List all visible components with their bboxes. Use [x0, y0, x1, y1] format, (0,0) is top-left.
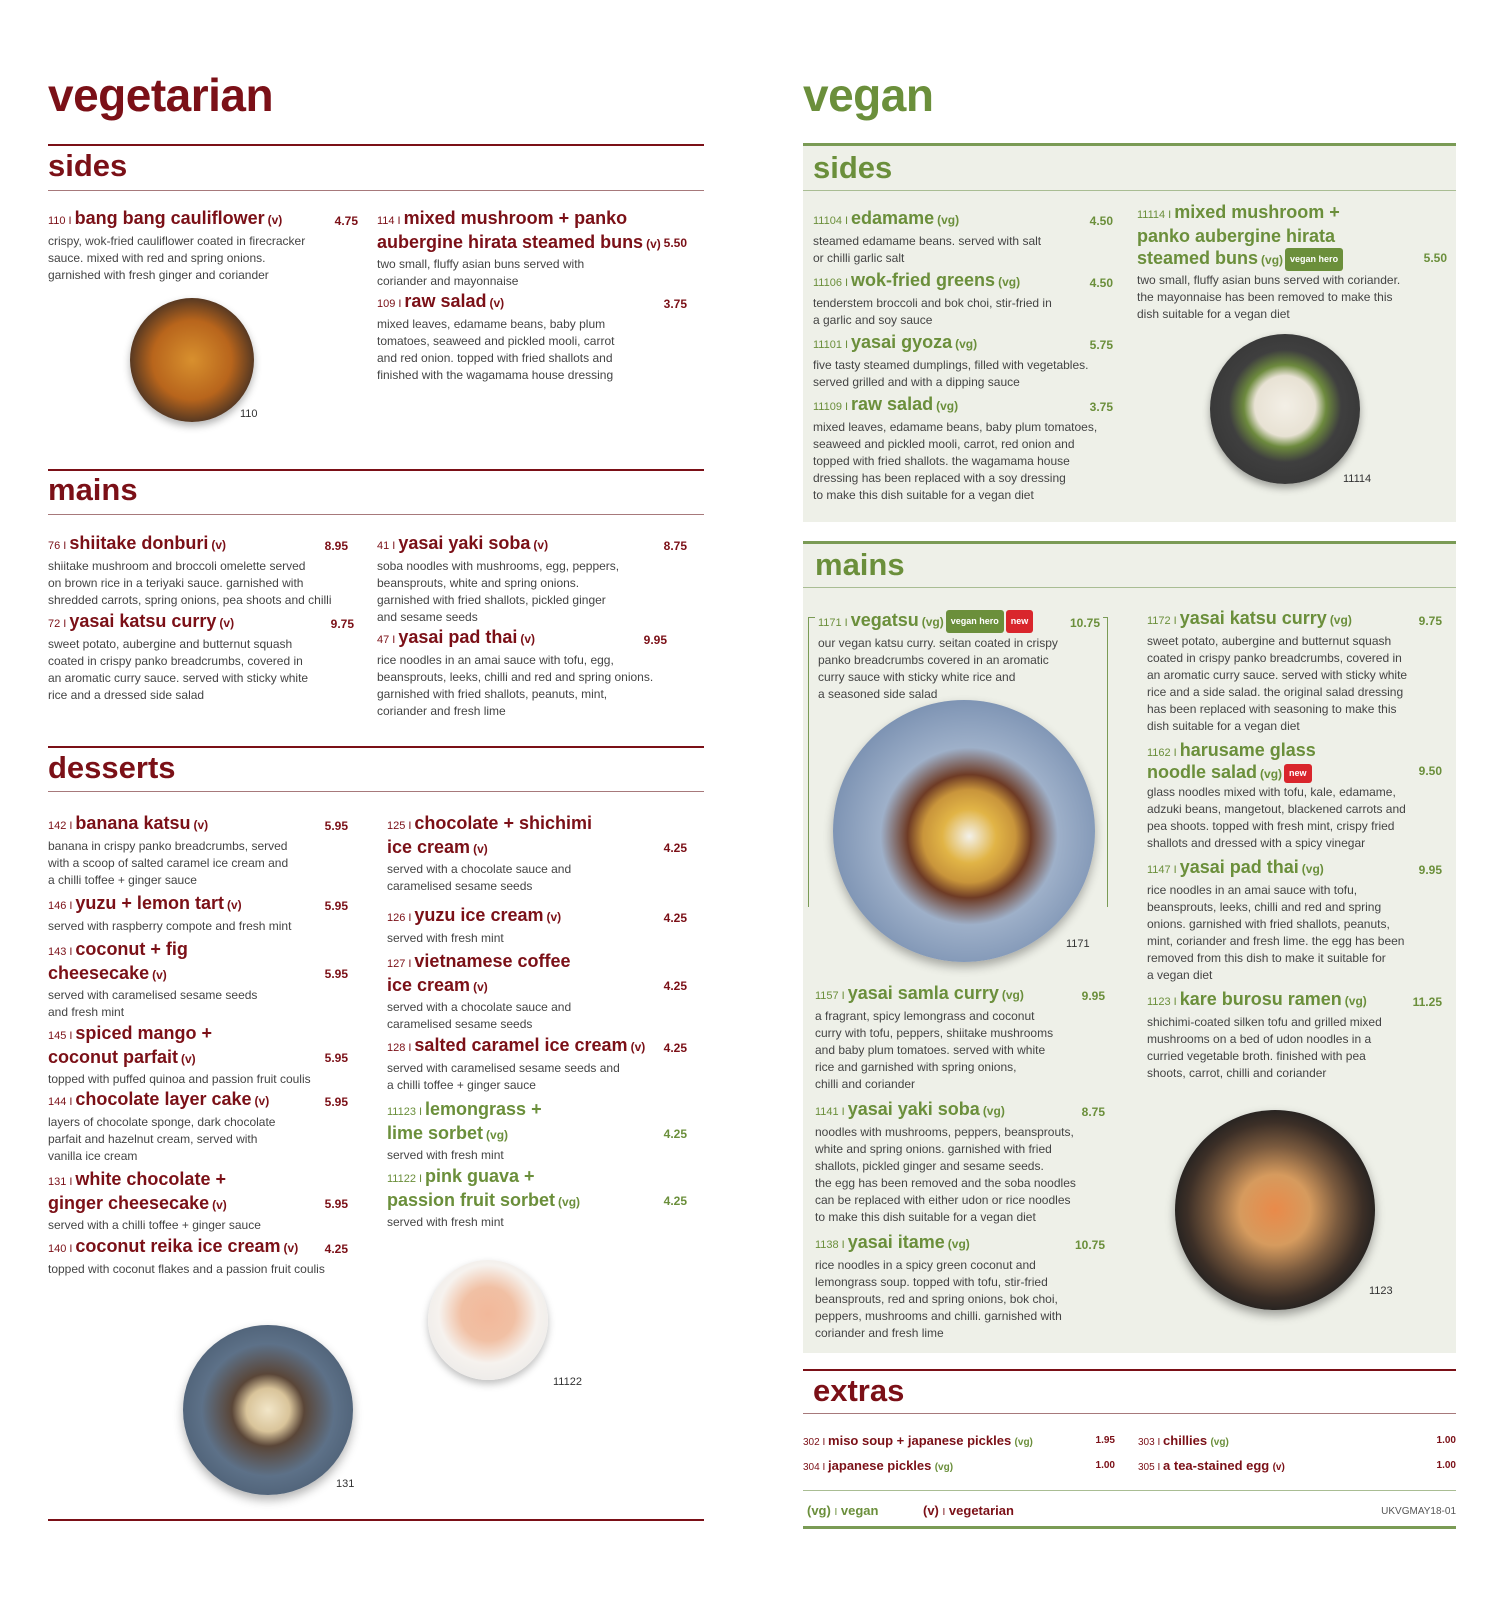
vegan-hero-badge: vegan hero	[946, 610, 1004, 633]
new-badge: new	[1006, 610, 1034, 633]
cauliflower-photo	[130, 298, 254, 422]
photo-label: 11114	[1343, 473, 1372, 485]
sides-heading: sides	[48, 148, 128, 183]
menu-item: 1162 I harusame glass noodle salad (vg) new 9.50 glass noodles mixed with tofu, kale, edamame, adzuki beans, mangetout, blackened carrots and pea shoots. topped with fresh mint, crispy fried shallots and dressed with a spicy vinegar	[1147, 740, 1442, 850]
mains-heading: mains	[815, 547, 905, 582]
new-badge: new	[1284, 764, 1312, 783]
menu-item: 76 I shiitake donburi (v) 8.95 shiitake mushroom and broccoli omelette served on brown rice in a teriyaki sauce. garnished with shredded carrots, spring onions, pea shoots and chilli	[48, 533, 348, 607]
divider	[48, 469, 704, 471]
divider	[48, 514, 704, 515]
menu-item: 11122 I pink guava + passion fruit sorbet (vg) 4.25 served with fresh mint	[387, 1166, 687, 1229]
divider	[803, 1413, 1456, 1414]
menu-item: 41 I yasai yaki soba (v) 8.75 soba noodles with mushrooms, egg, peppers, beansprouts, white and spring onions. garnished with fried shallots, pickled ginger and sesame seeds	[377, 533, 687, 624]
menu-item: 127 I vietnamese coffee ice cream (v) 4.25 served with a chocolate sauce and caramelised sesame seeds	[387, 951, 687, 1031]
menu-item: 142 I banana katsu (v) 5.95 banana in crispy panko breadcrumbs, served with a scoop of salted caramel ice cream and a chilli toffee + ginger sauce	[48, 813, 348, 887]
menu-item: 47 I yasai pad thai (v) 9.95 rice noodles in an amai sauce with tofu, egg, beansprouts, leeks, chilli and red and spring onions. garnished with fried shallots, peanuts, mint, coriander and fresh lime	[377, 627, 667, 718]
vegan-title: vegan	[803, 69, 934, 121]
menu-item: 128 I salted caramel ice cream (v) 4.25 served with caramelised sesame seeds and a chilli toffee + ginger sauce	[387, 1035, 687, 1092]
divider	[803, 1526, 1456, 1529]
extra-item: 302 I miso soup + japanese pickles (vg) 1.95	[803, 1433, 1115, 1448]
menu-item: 1147 I yasai pad thai (vg) 9.95 rice noodles in an amai sauce with tofu, beansprouts, leeks, chilli and red and spring onions. garnished with fried shallots, peanuts, mint, coriander and fresh lime. the egg has been removed from this dish to make it suitable for a vegan diet	[1147, 857, 1442, 982]
menu-item: 11106 I wok-fried greens (vg) 4.50 tenderstem broccoli and bok choi, stir-fried in a garlic and soy sauce	[813, 270, 1113, 327]
divider	[803, 1369, 1456, 1371]
divider	[803, 143, 1456, 146]
menu-code: UKVGMAY18-01	[1381, 1506, 1456, 1517]
ramen-photo	[1175, 1110, 1375, 1310]
photo-label: 131	[336, 1478, 355, 1490]
desserts-heading: desserts	[48, 750, 176, 785]
vegatsu-photo	[833, 700, 1095, 962]
menu-item: 143 I coconut + fig cheesecake (v) 5.95 served with caramelised sesame seeds and fresh mint	[48, 939, 348, 1019]
steamed-buns-photo	[1210, 334, 1360, 484]
vegan-hero-badge: vegan hero	[1285, 248, 1343, 271]
menu-item: 140 I coconut reika ice cream (v) 4.25 topped with coconut flakes and a passion fruit coulis	[48, 1236, 348, 1276]
menu-item: 11109 I raw salad (vg) 3.75 mixed leaves, edamame beans, baby plum tomatoes, seaweed and pickled mooli, carrot, red onion and topped with fried shallots. the wagamama house dressing has been replaced with a soy dressing to make this dish suitable for a vegan diet	[813, 394, 1113, 502]
extras-heading: extras	[813, 1373, 905, 1408]
divider	[48, 190, 704, 191]
menu-item: 146 I yuzu + lemon tart (v) 5.95 served with raspberry compote and fresh mint	[48, 893, 348, 933]
menu-item: 1123 I kare burosu ramen (vg) 11.25 shichimi-coated silken tofu and grilled mixed mushrooms on a bed of udon noodles in a curried vegetable broth. finished with pea shoots, carrot, chilli and coriander	[1147, 989, 1442, 1080]
menu-item: 145 I spiced mango + coconut parfait (v) 5.95 topped with puffed quinoa and passion fruit coulis	[48, 1023, 348, 1086]
menu-item-featured: 1171 I vegatsu (vg) vegan hero new 10.75 our vegan katsu curry. seitan coated in crispy panko breadcrumbs covered in an aromatic curry sauce with sticky white rice and a seasoned side salad	[815, 610, 1103, 703]
extra-item: 305 I a tea-stained egg (v) 1.00	[1138, 1458, 1456, 1473]
menu-item: 11114 I mixed mushroom + panko aubergine hirata steamed buns (vg) vegan hero 5.50 two small, fluffy asian buns served with coriander. the mayonnaise has been removed to make this dish suitable for a vegan diet	[1137, 202, 1447, 321]
menu-item: 1157 I yasai samla curry (vg) 9.95 a fragrant, spicy lemongrass and coconut curry with tofu, peppers, shiitake mushrooms and baby plum tomatoes. served with white rice and garnished with spring onions, chilli and coriander	[815, 983, 1105, 1091]
photo-label: 1123	[1369, 1285, 1393, 1297]
legend-vegan: (vg) I vegan	[807, 1503, 879, 1518]
menu-item: 144 I chocolate layer cake (v) 5.95 layers of chocolate sponge, dark chocolate parfait and hazelnut cream, served with vanilla ice cream	[48, 1089, 348, 1163]
menu-item: 1141 I yasai yaki soba (vg) 8.75 noodles with mushrooms, peppers, beansprouts, white and spring onions. garnished with fried shallots, pickled ginger and sesame seeds. the egg has been removed and the soba noodles can be replaced with either udon or rice noodles to make this dish suitable for a vegan diet	[815, 1099, 1105, 1224]
menu-item: 11123 I lemongrass + lime sorbet (vg) 4.25 served with fresh mint	[387, 1099, 687, 1162]
cheesecake-photo	[183, 1325, 353, 1495]
menu-item: 72 I yasai katsu curry (v) 9.75 sweet potato, aubergine and butternut squash coated in crispy panko breadcrumbs, covered in an aromatic curry sauce. served with sticky white rice and a dressed side salad	[48, 611, 354, 702]
menu-item: 110 I bang bang cauliflower (v) 4.75 crispy, wok-fried cauliflower coated in firecracker sauce. mixed with red and spring onions. garnished with fresh ginger and coriander	[48, 208, 358, 282]
sorbet-photo	[428, 1260, 548, 1380]
divider	[48, 746, 704, 748]
divider	[48, 791, 704, 792]
menu-item: 11101 I yasai gyoza (vg) 5.75 five tasty steamed dumplings, filled with vegetables. served grilled and with a dipping sauce	[813, 332, 1113, 389]
menu-item: 1138 I yasai itame (vg) 10.75 rice noodles in a spicy green coconut and lemongrass soup. topped with tofu, stir-fried beansprouts, red and spring onions, bok choi, peppers, mushrooms and chilli. garnished with coriander and fresh lime	[815, 1232, 1105, 1340]
menu-item: 1172 I yasai katsu curry (vg) 9.75 sweet potato, aubergine and butternut squash coated in crispy panko breadcrumbs, covered in an aromatic curry sauce. served with sticky white rice and a side salad. the original salad dressing has been replaced with seasoning to make this dish suitable for a vegan diet	[1147, 608, 1442, 733]
divider	[803, 190, 1456, 191]
extra-item: 303 I chillies (vg) 1.00	[1138, 1433, 1456, 1448]
extra-item: 304 I japanese pickles (vg) 1.00	[803, 1458, 1115, 1473]
menu-item: 114 I mixed mushroom + panko aubergine hirata steamed buns (v) 5.50 two small, fluffy asian buns served with coriander and mayonnaise	[377, 208, 687, 288]
divider	[803, 541, 1456, 544]
menu-item: 126 I yuzu ice cream (v) 4.25 served with fresh mint	[387, 905, 687, 945]
menu-item: 131 I white chocolate + ginger cheesecake (v) 5.95 served with a chilli toffee + ginger sauce	[48, 1169, 348, 1232]
photo-label: 1171	[1066, 938, 1090, 950]
vegetarian-title: vegetarian	[48, 69, 274, 121]
divider	[803, 587, 1456, 588]
legend-vegetarian: (v) I vegetarian	[923, 1503, 1014, 1518]
mains-heading: mains	[48, 472, 138, 507]
photo-label: 11122	[553, 1376, 582, 1388]
menu-item: 125 I chocolate + shichimi ice cream (v) 4.25 served with a chocolate sauce and caramelised sesame seeds	[387, 813, 687, 893]
menu-item: 11104 I edamame (vg) 4.50 steamed edamame beans. served with salt or chilli garlic salt	[813, 208, 1113, 265]
sides-heading: sides	[813, 150, 893, 185]
photo-label: 110	[240, 408, 258, 420]
divider	[803, 1490, 1456, 1491]
menu-item: 109 I raw salad (v) 3.75 mixed leaves, edamame beans, baby plum tomatoes, seaweed and pickled mooli, carrot and red onion. topped with fried shallots and finished with the wagamama house dressing	[377, 291, 687, 382]
divider	[48, 1519, 704, 1521]
divider	[48, 144, 704, 146]
